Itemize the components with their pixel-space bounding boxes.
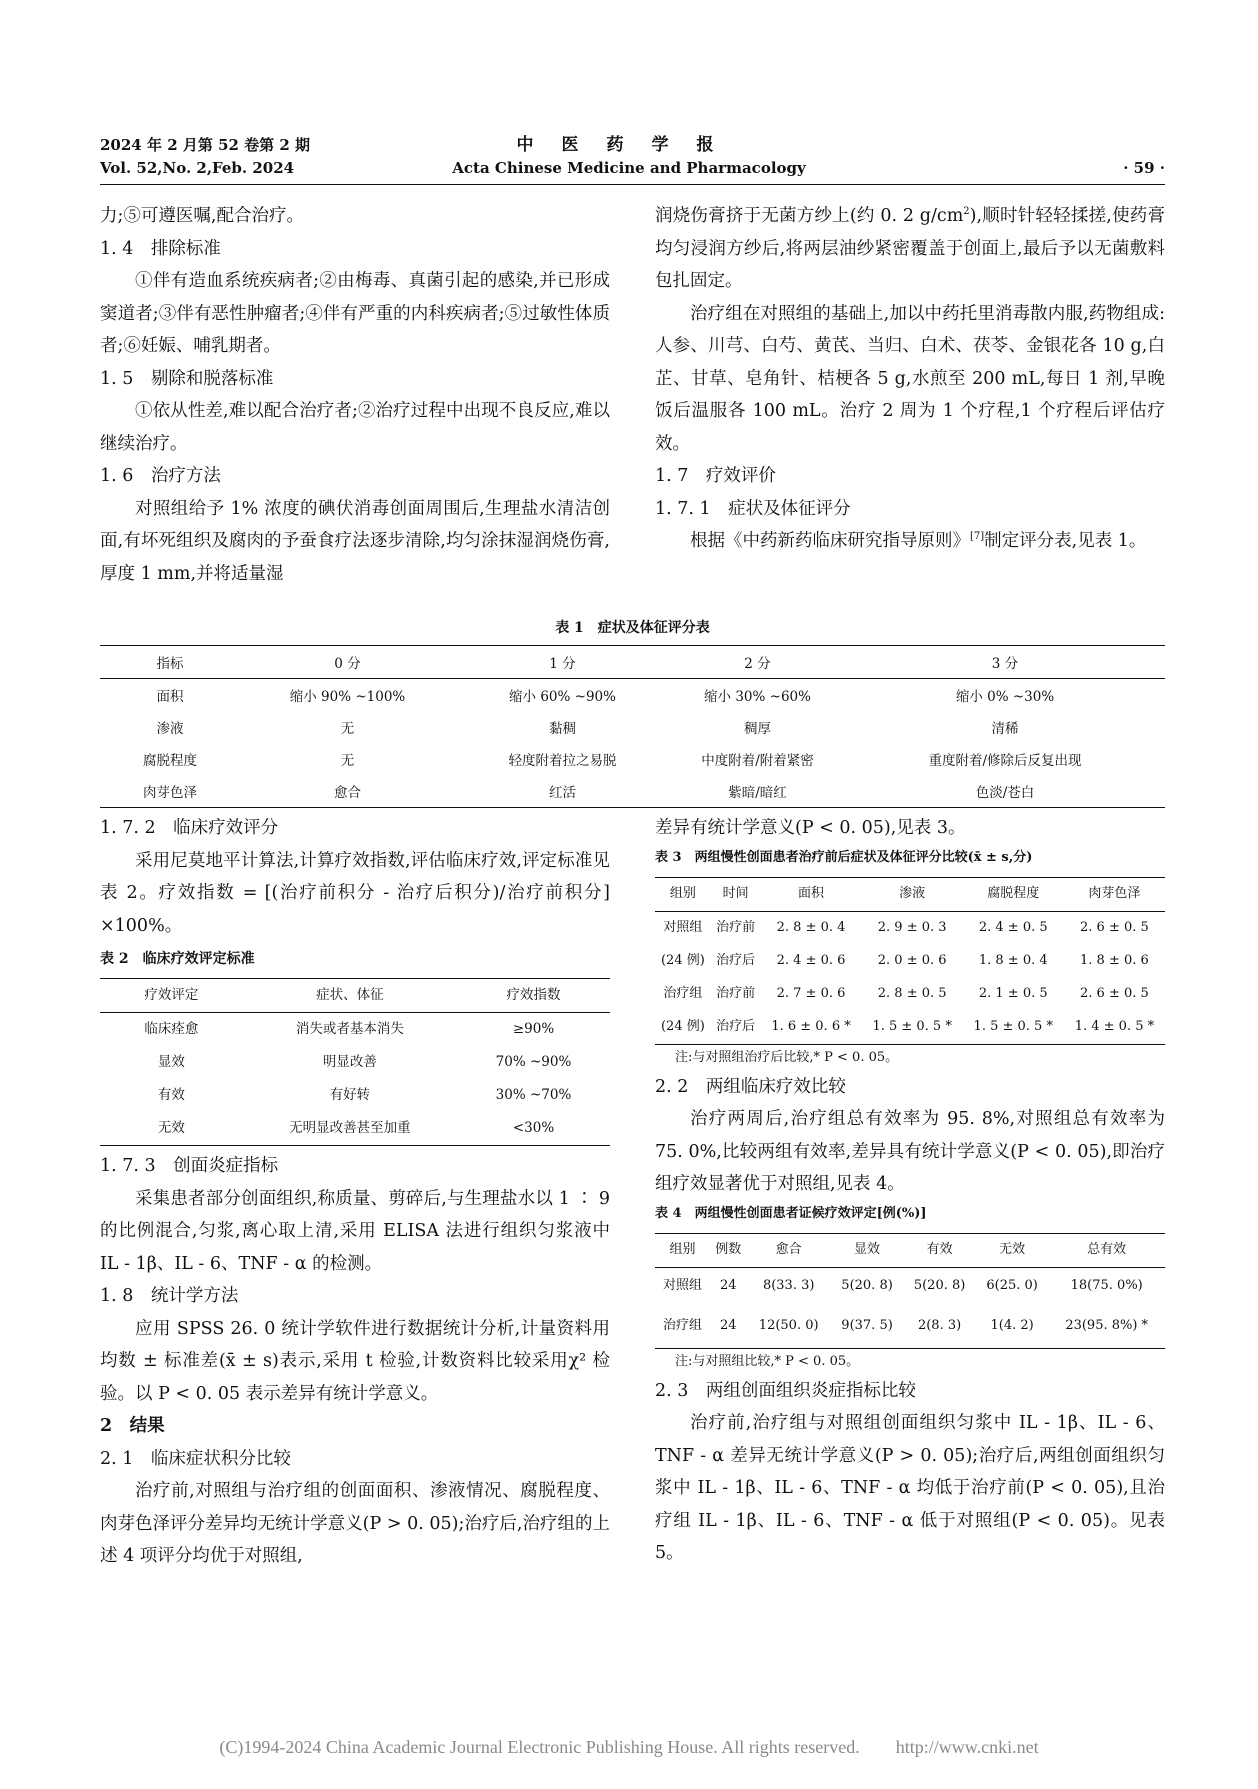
- table-cell: 腐脱程度: [143, 753, 197, 769]
- table3-header: 腐脱程度: [987, 885, 1040, 901]
- table-row: [655, 1267, 1165, 1306]
- paragraph: 对照组给予 1% 浓度的碘伏消毒创面周围后,生理盐水清洁创面,有坏死组织及腐肉的予蚕食疗法逐步清除,均匀涂抹湿润烧伤膏,厚度 1 mm,并将适量湿: [100, 498, 610, 584]
- right-column-bottom: [655, 812, 1165, 1570]
- table2-header: 疗效评定: [144, 987, 199, 1004]
- table2: [100, 978, 610, 1146]
- table-cell: 无: [340, 721, 355, 737]
- section-heading: 1. 7. 3 创面炎症指标: [100, 1156, 279, 1176]
- section-heading: 1. 5 剔除和脱落标准: [100, 368, 274, 389]
- table-cell: 23(95. 8%) *: [1065, 1318, 1149, 1334]
- section-heading: 2. 1 临床症状积分比较: [100, 1448, 291, 1469]
- text: 润烧伤膏挤于无菌方纱上(约 0. 2 g/cm: [655, 206, 964, 226]
- table-cell: 稠厚: [744, 721, 771, 737]
- header-rule: [100, 184, 1165, 185]
- table4-note: 注:与对照组比较,* P < 0. 05。: [675, 1353, 860, 1369]
- table-row: [100, 743, 1165, 775]
- table3: [655, 877, 1165, 1045]
- table-cell: 缩小 30% ~60%: [704, 689, 811, 705]
- table-cell: 消失或者基本消失: [295, 1021, 404, 1038]
- copyright-footer: (C)1994-2024 China Academic Journal Electronic Publishing House. All rights reserved. http://www.cnki.net: [219, 1737, 1039, 1757]
- table3-header: 渗液: [899, 885, 926, 901]
- section-heading: 1. 7. 1 症状及体征评分: [655, 498, 851, 519]
- table-cell: (24 例): [660, 1018, 705, 1034]
- table-cell: (24 例): [660, 952, 705, 968]
- table-cell: 70% ~90%: [495, 1054, 572, 1071]
- table-cell: 治疗组: [663, 985, 703, 1001]
- text: 根据《中药新药临床研究指导原则》: [690, 531, 970, 551]
- journal-title: [429, 134, 829, 180]
- left-column-top: [100, 200, 610, 590]
- table-cell: 6(25. 0): [986, 1278, 1038, 1294]
- table-cell: 有好转: [329, 1087, 371, 1104]
- table-cell: 明显改善: [322, 1054, 377, 1071]
- table-cell: 2. 8 ± 0. 5: [877, 985, 947, 1001]
- section-heading: 2. 2 两组临床疗效比较: [655, 1076, 846, 1097]
- issue-cn: 2024 年 2 月第 52 卷第 2 期: [100, 136, 311, 154]
- table3-caption: 表 3 两组慢性创面患者治疗前后症状及体征评分比较(x̄ ± s,分): [655, 849, 1033, 865]
- journal-issue-info: [100, 134, 360, 180]
- paragraph: 采集患者部分创面组织,称质量、剪碎后,与生理盐水以 1 ∶ 9 的比例混合,匀浆,离心取上清,采用 ELISA 法进行组织匀浆液中 IL - 1β、IL - 6、TNF - α 的检测。: [100, 1188, 610, 1274]
- table-cell: 缩小 0% ~30%: [955, 689, 1055, 705]
- table3-header: 面积: [798, 885, 825, 901]
- table-cell: 显效: [157, 1054, 185, 1071]
- paragraph: 治疗前,治疗组与对照组创面组织匀浆中 IL - 1β、IL - 6、TNF - α 差异无统计学意义(P > 0. 05);治疗后,两组创面组织匀浆中 IL - 1β、IL - 6、TNF - α 均低于治疗前(P < 0. 05),且治疗组 IL - 1β、IL - 6、TNF - α 低于对照组(P < 0. 05)。见表 5。: [655, 1413, 1165, 1563]
- table-cell: 治疗组: [662, 1318, 702, 1334]
- table-cell: 1. 6 ± 0. 6 *: [771, 1018, 851, 1034]
- table-cell: 2. 4 ± 0. 5: [978, 919, 1048, 935]
- table4-header: 愈合: [775, 1241, 802, 1257]
- table-cell: 2. 7 ± 0. 6: [776, 985, 846, 1001]
- table4-caption: 表 4 两组慢性创面患者证候疗效评定[例(%)]: [655, 1205, 927, 1221]
- section-heading: 2 结果: [100, 1416, 165, 1436]
- table4-header: 组别: [669, 1241, 696, 1257]
- section-heading: 2. 3 两组创面组织炎症指标比较: [655, 1380, 916, 1401]
- table-cell: 1. 5 ± 0. 5 *: [872, 1018, 952, 1034]
- table-row: [100, 1013, 610, 1047]
- paragraph: 应用 SPSS 26. 0 统计学软件进行数据统计分析,计量资料用均数 ± 标准差(x̄ ± s)表示,采用 t 检验,计数资料比较采用χ² 检验。以 P < 0. 05 表示差异有统计学意义。: [100, 1318, 610, 1404]
- table3-header: 肉芽色泽: [1088, 885, 1141, 901]
- table-cell: 清稀: [991, 721, 1019, 737]
- section-heading: 1. 4 排除标准: [100, 238, 221, 259]
- table-cell: 1(4. 2): [990, 1318, 1034, 1334]
- table-cell: 8(33. 3): [762, 1278, 815, 1294]
- table-cell: 肉芽色泽: [143, 785, 197, 801]
- table4-header: 总有效: [1087, 1241, 1127, 1257]
- table4-header: 无效: [999, 1241, 1026, 1257]
- table-cell: 24: [720, 1318, 737, 1334]
- table1: [100, 645, 1165, 808]
- table-row: [100, 1046, 610, 1079]
- table-cell: 对照组: [662, 1278, 702, 1294]
- table4-header: 例数: [715, 1241, 742, 1257]
- table-cell: 2. 1 ± 0. 5: [978, 985, 1048, 1001]
- table-cell: 红活: [549, 785, 576, 801]
- table3-header: 时间: [722, 885, 749, 901]
- table-cell: 12(50. 0): [758, 1318, 819, 1334]
- right-column-top: [655, 200, 1165, 558]
- table-cell: 5(20. 8): [913, 1278, 966, 1294]
- table-cell: 1. 8 ± 0. 6: [1080, 952, 1149, 968]
- paragraph: [655, 525, 1165, 558]
- table-cell: 2. 4 ± 0. 6: [776, 952, 846, 968]
- table-cell: 中度附着/附着紧密: [701, 753, 814, 769]
- table-cell: 紫暗/暗红: [728, 785, 787, 801]
- table-cell: 有效: [157, 1087, 185, 1104]
- table4-header: 有效: [926, 1241, 953, 1257]
- table-cell: 9(37. 5): [841, 1318, 893, 1334]
- left-column-bottom: [100, 812, 610, 1573]
- table-cell: <30%: [512, 1120, 555, 1137]
- table-cell: 18(75. 0%): [1070, 1278, 1143, 1294]
- table-cell: 愈合: [334, 785, 361, 801]
- paragraph: 治疗组在对照组的基础上,加以中药托里消毒散内服,药物组成:人参、川芎、白芍、黄芪、当归、白术、茯苓、金银花各 10 g,白芷、甘草、皂角针、桔梗各 5 g,水煎至 200 mL,每日 1 剂,早晚饭后温服各 100 mL。治疗 2 周为 1 个疗程,1 个疗程后评估疗效。: [655, 303, 1165, 454]
- paragraph: 差异有统计学意义(P < 0. 05),见表 3。: [655, 818, 966, 838]
- table1-header: 指标: [156, 656, 184, 672]
- table-cell: 临床痊愈: [144, 1021, 199, 1038]
- section-heading: 1. 7. 2 临床疗效评分: [100, 818, 279, 838]
- table-row: [100, 1079, 610, 1112]
- table-cell: 轻度附着拉之易脱: [508, 753, 617, 769]
- text: 制定评分表,见表 1。: [984, 531, 1147, 551]
- table-cell: 2. 6 ± 0. 5: [1080, 985, 1149, 1001]
- table-cell: 2. 8 ± 0. 4: [776, 919, 846, 935]
- table-row: [655, 1306, 1165, 1349]
- paragraph: [655, 200, 1165, 298]
- page-number: · 59 ·: [1123, 159, 1165, 177]
- table1-header: 1 分: [549, 656, 576, 672]
- issue-en: Vol. 52,No. 2,Feb. 2024: [100, 159, 295, 177]
- table-row: [100, 711, 1165, 743]
- paragraph: 治疗两周后,治疗组总有效率为 95. 8%,对照组总有效率为 75. 0%,比较两组有效率,差异具有统计学意义(P < 0. 05),即治疗组疗效显著优于对照组,见表 4。: [655, 1109, 1165, 1194]
- table-cell: ≥90%: [512, 1021, 555, 1038]
- section-heading: 1. 7 疗效评价: [655, 466, 776, 486]
- table-cell: 对照组: [663, 919, 703, 935]
- citation: [7]: [970, 531, 985, 543]
- journal-title-cn: 中医药学报: [516, 135, 742, 155]
- table1-header: 2 分: [744, 656, 771, 672]
- table-row: [655, 978, 1165, 1011]
- table-row: [655, 1011, 1165, 1045]
- table1-header: 0 分: [334, 656, 361, 672]
- table2-header: 疗效指数: [506, 987, 561, 1004]
- table2-caption: 表 2 临床疗效评定标准: [100, 951, 255, 967]
- table-cell: 1. 5 ± 0. 5 *: [973, 1018, 1053, 1034]
- table-cell: 1. 4 ± 0. 5 *: [1074, 1018, 1155, 1034]
- paragraph: 治疗前,对照组与治疗组的创面面积、渗液情况、腐脱程度、肉芽色泽评分差异均无统计学意义(P > 0. 05);治疗后,治疗组的上述 4 项评分均优于对照组,: [100, 1481, 610, 1566]
- table-cell: 治疗后: [716, 1018, 756, 1034]
- table-cell: 面积: [156, 689, 184, 705]
- table-cell: 黏稠: [549, 721, 576, 737]
- table4: [655, 1233, 1165, 1349]
- paragraph: ①伴有造血系统疾病者;②由梅毒、真菌引起的感染,并已形成窦道者;③伴有恶性肿瘤者;④伴有严重的内科疾病者;⑤过敏性体质者;⑥妊娠、哺乳期者。: [100, 271, 610, 356]
- table4-header: 显效: [854, 1241, 881, 1257]
- table-row: [655, 945, 1165, 978]
- table-cell: 治疗前: [716, 985, 756, 1001]
- table-cell: 2. 0 ± 0. 6: [877, 952, 947, 968]
- table-cell: 渗液: [156, 721, 184, 737]
- text: ),顺时针轻轻揉搓,使药膏均匀浸润方纱后,将两层油纱紧密覆盖于创面上,最后予以无菌敷料包扎固定。: [655, 206, 1165, 291]
- table-cell: 2. 6 ± 0. 5: [1080, 919, 1149, 935]
- table1-caption: 表 1 症状及体征评分表: [555, 620, 710, 636]
- table1-header: 3 分: [991, 656, 1019, 672]
- table-cell: 5(20. 8): [841, 1278, 893, 1294]
- table-row: [655, 911, 1165, 945]
- table-cell: 色淡/苍白: [975, 785, 1035, 801]
- section-heading: 1. 8 统计学方法: [100, 1286, 239, 1306]
- paragraph: 力;⑤可遵医嘱,配合治疗。: [100, 206, 304, 226]
- table-cell: 重度附着/修除后反复出现: [928, 753, 1082, 769]
- paragraph: 采用尼莫地平计算法,计算疗效指数,评估临床疗效,评定标准见表 2。疗效指数 = [(治疗前积分 - 治疗后积分)/治疗前积分] ×100%。: [100, 850, 610, 936]
- journal-title-en: Acta Chinese Medicine and Pharmacology: [452, 159, 806, 177]
- table-cell: 2(8. 3): [917, 1318, 962, 1334]
- paragraph: ①依从性差,难以配合治疗者;②治疗过程中出现不良反应,难以继续治疗。: [100, 401, 610, 454]
- table-cell: 缩小 60% ~90%: [509, 689, 616, 705]
- table3-note: 注:与对照组治疗后比较,* P < 0. 05。: [675, 1049, 899, 1065]
- superscript: 2: [963, 206, 970, 218]
- table-row: [100, 1112, 610, 1146]
- table-cell: 30% ~70%: [495, 1087, 572, 1104]
- table-row: [100, 775, 1165, 808]
- table2-header: 症状、体征: [316, 987, 384, 1004]
- table-cell: 缩小 90% ~100%: [289, 689, 406, 705]
- table-cell: 1. 8 ± 0. 4: [978, 952, 1048, 968]
- table3-header: 组别: [669, 885, 696, 901]
- table-cell: 无明显改善甚至加重: [289, 1120, 411, 1137]
- table-cell: 24: [720, 1278, 737, 1294]
- table-cell: 治疗前: [716, 919, 756, 935]
- table-cell: 治疗后: [716, 952, 756, 968]
- section-heading: 1. 6 治疗方法: [100, 466, 221, 486]
- table-cell: 无效: [157, 1120, 185, 1137]
- table-row: [100, 679, 1165, 712]
- table-cell: 2. 9 ± 0. 3: [877, 919, 947, 935]
- table-cell: 无: [340, 753, 355, 769]
